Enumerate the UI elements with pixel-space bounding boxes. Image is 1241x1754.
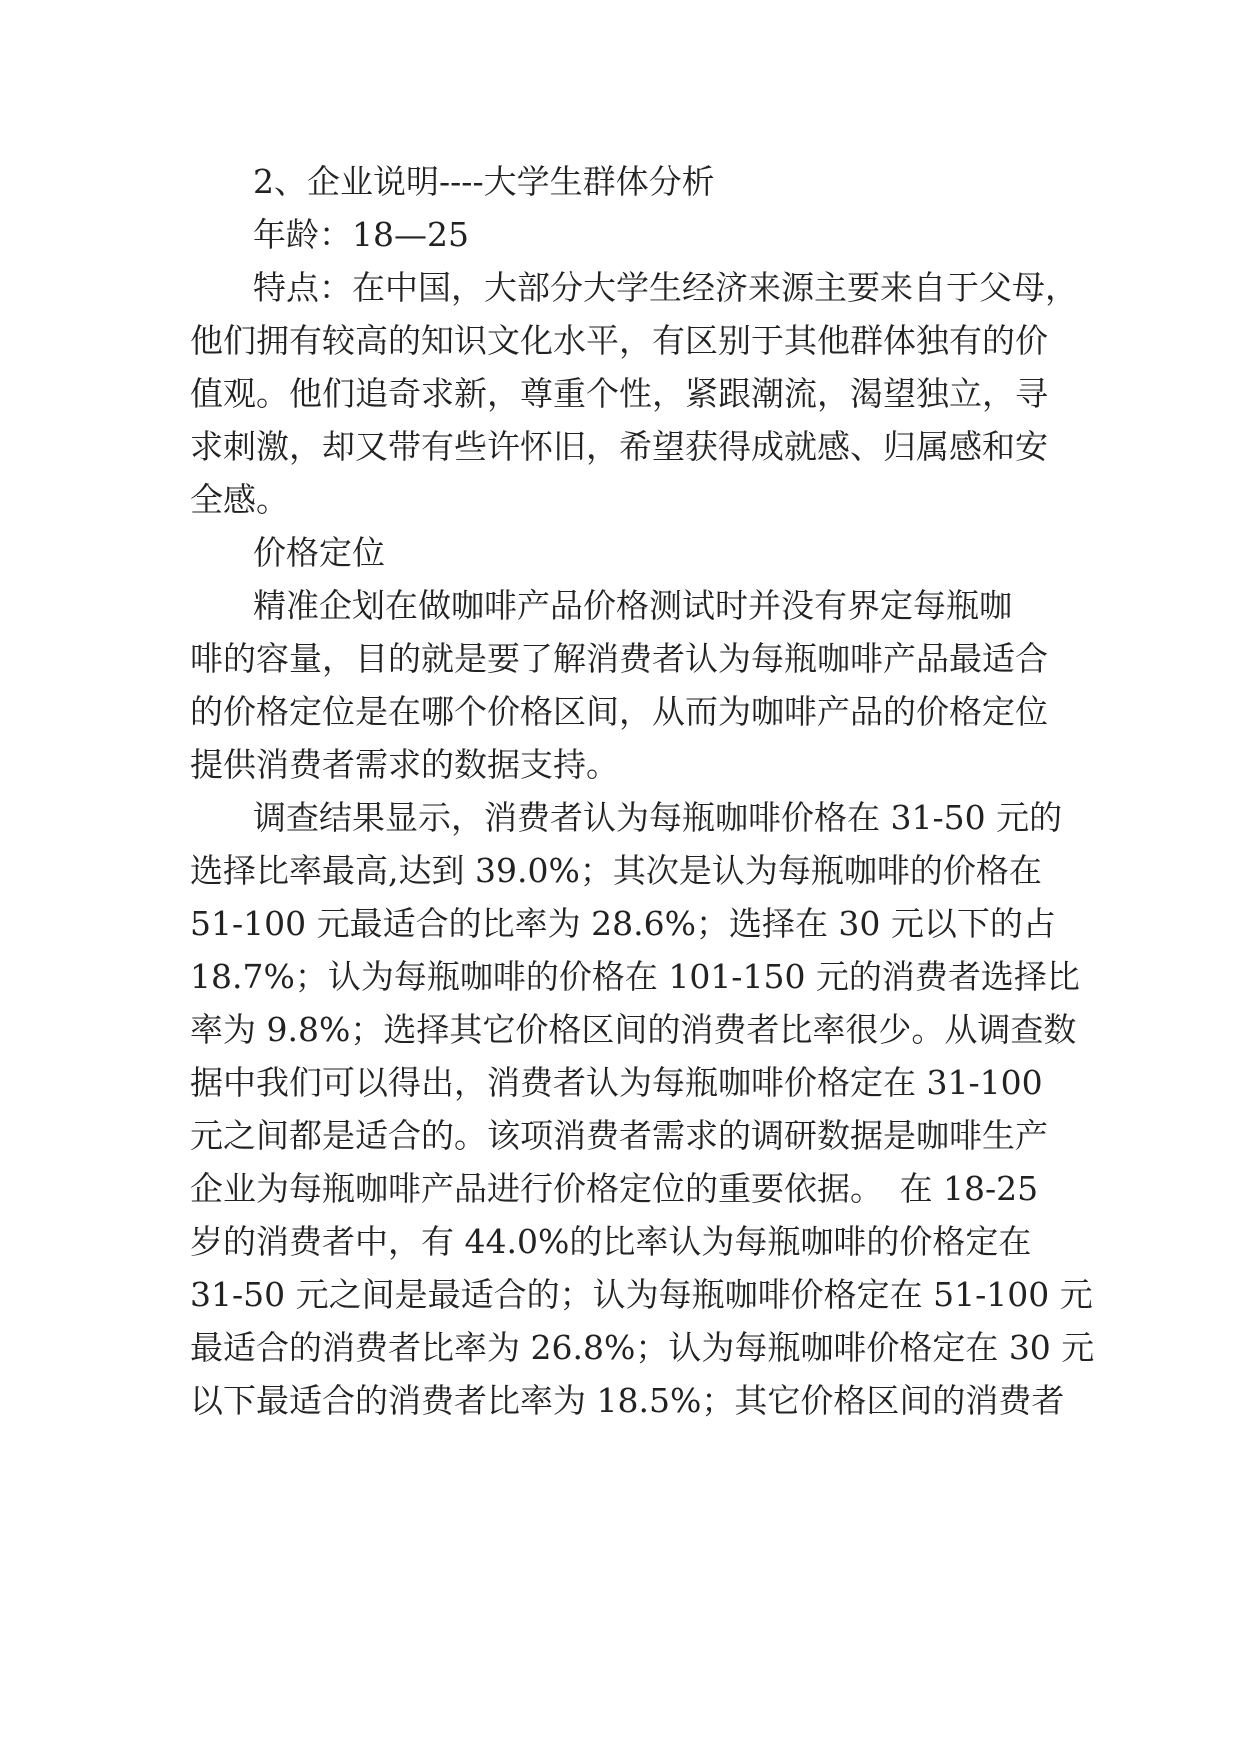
text-line: 51-100 元最适合的比率为 28.6%；选择在 30 元以下的占 [190, 904, 1056, 943]
text-line: 岁的消费者中，有 44.0%的比率认为每瓶咖啡的价格定在 [190, 1222, 1032, 1261]
text-line: 企业为每瓶咖啡产品进行价格定位的重要依据。 在 18-25 [190, 1169, 1039, 1208]
text-line: 啡的容量，目的就是要了解消费者认为每瓶咖啡产品最适合 [190, 639, 1048, 678]
text-line: 据中我们可以得出，消费者认为每瓶咖啡价格定在 31-100 [190, 1063, 1043, 1102]
text-line: 求刺激，却又带有些许怀旧，希望获得成就感、归属感和安 [190, 427, 1048, 466]
text-line: 元之间都是适合的。该项消费者需求的调研数据是咖啡生产 [190, 1116, 1048, 1155]
text-line: 提供消费者需求的数据支持。 [190, 745, 619, 784]
text-line: 精准企划在做咖啡产品价格测试时并没有界定每瓶咖 [253, 586, 1012, 625]
subsection-heading: 价格定位 [253, 533, 385, 572]
section-heading: 2、企业说明----大学生群体分析 [253, 162, 715, 201]
text-line: 值观。他们追奇求新，尊重个性，紧跟潮流，渴望独立，寻 [190, 374, 1048, 413]
text-line: 31-50 元之间是最适合的；认为每瓶咖啡价格定在 51-100 元 [190, 1275, 1093, 1314]
text-line: 他们拥有较高的知识文化水平，有区别于其他群体独有的价 [190, 321, 1048, 360]
age-line: 年龄：18—25 [253, 215, 469, 254]
text-line: 选择比率最高,达到 39.0%；其次是认为每瓶咖啡的价格在 [190, 851, 1042, 890]
text-line: 全感。 [190, 480, 289, 519]
text-line: 18.7%；认为每瓶咖啡的价格在 101-150 元的消费者选择比 [190, 957, 1080, 996]
text-line: 最适合的消费者比率为 26.8%；认为每瓶咖啡价格定在 30 元 [190, 1328, 1095, 1367]
text-line: 以下最适合的消费者比率为 18.5%；其它价格区间的消费者 [190, 1381, 1065, 1420]
text-line: 特点：在中国，大部分大学生经济来源主要来自于父母， [253, 268, 1078, 307]
text-line: 调查结果显示，消费者认为每瓶咖啡价格在 31-50 元的 [253, 798, 1063, 837]
text-line: 的价格定位是在哪个价格区间，从而为咖啡产品的价格定位 [190, 692, 1048, 731]
text-line: 率为 9.8%；选择其它价格区间的消费者比率很少。从调查数 [190, 1010, 1077, 1049]
